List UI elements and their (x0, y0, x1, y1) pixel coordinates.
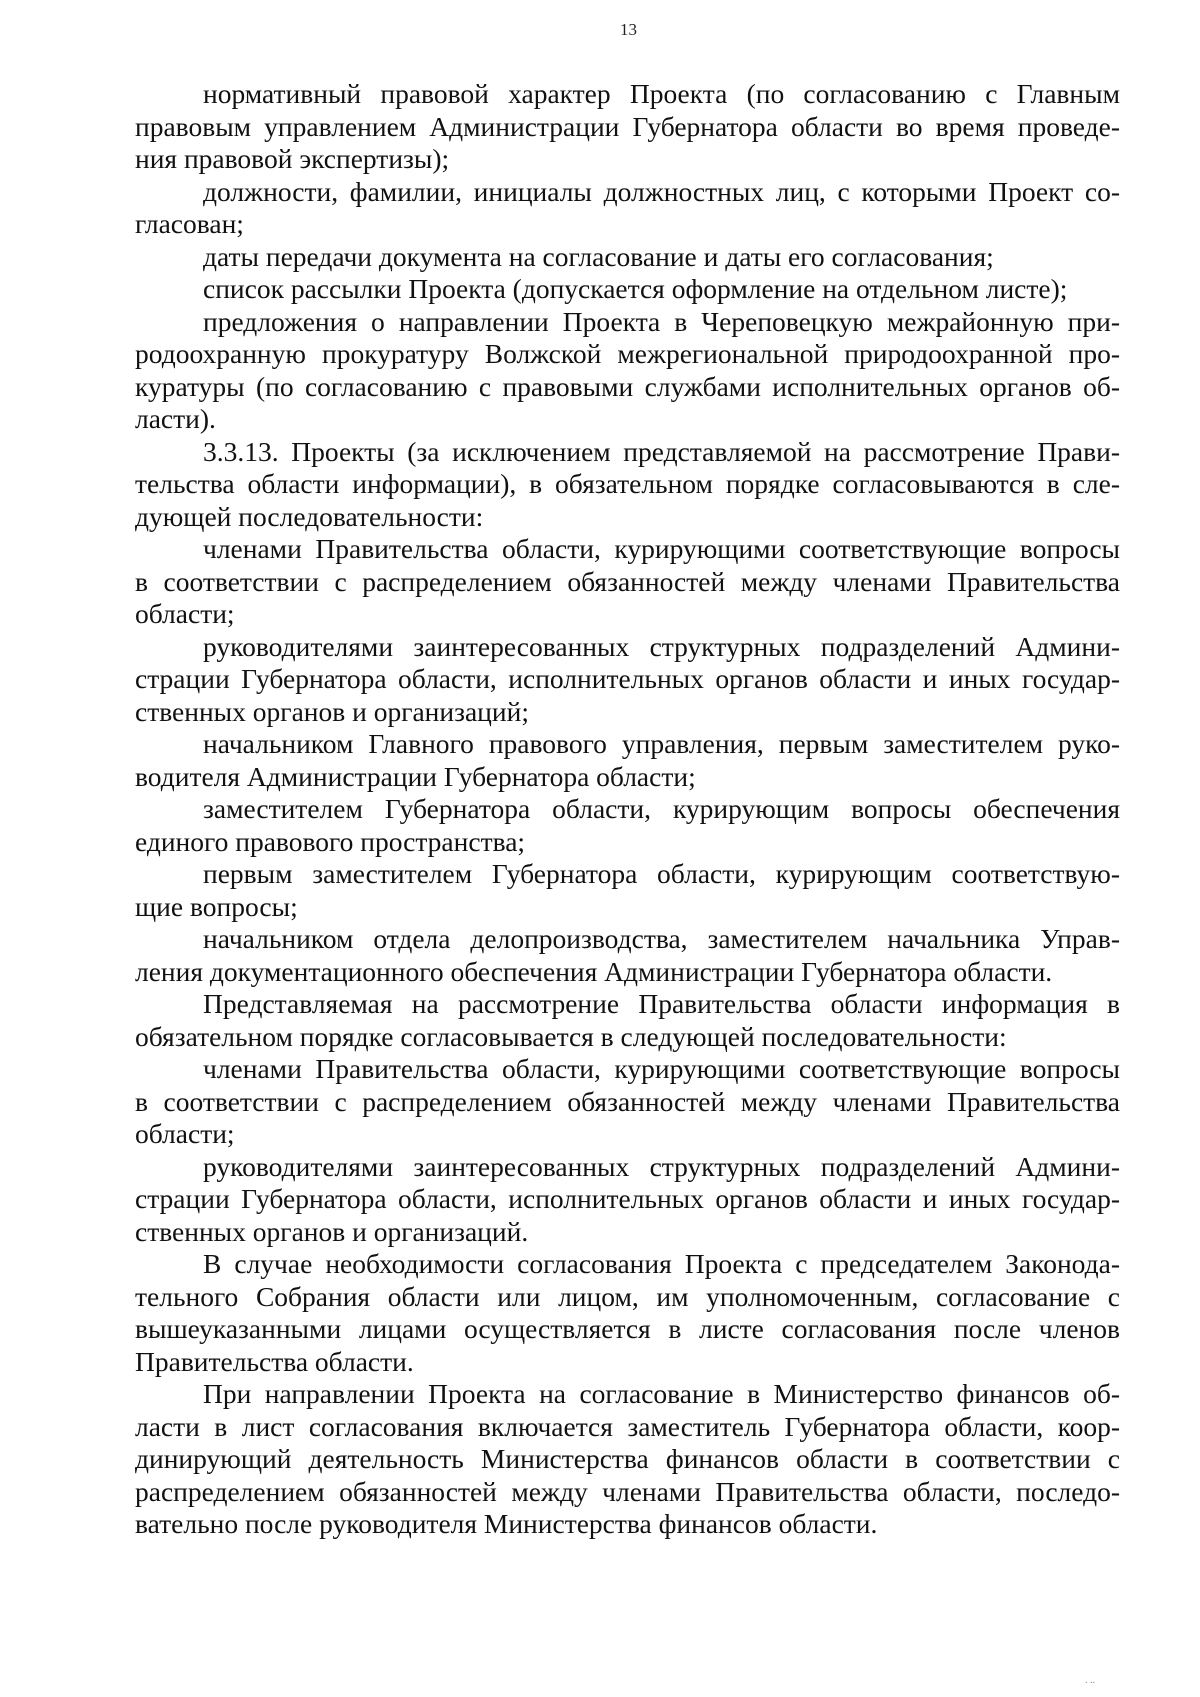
paragraph (135, 1151, 1120, 1249)
text-line: 3.3.13. Проекты (за исключением представляемой на рассмотрение Прави- (203, 435, 1120, 467)
paragraph (135, 631, 1120, 729)
text-line: динирующий деятельность Министерства финансов области в соответствии с (135, 1443, 1120, 1474)
paragraph (135, 436, 1120, 534)
text-line: Представляемая на рассмотрение Правительства области информация в (203, 988, 1120, 1019)
text-line: в соответствии с распределением обязанностей между членами Правительства (135, 1085, 1120, 1117)
paragraph (135, 793, 1120, 858)
paragraph (135, 176, 1120, 241)
paragraph (135, 858, 1120, 923)
text-line: гласован; (135, 208, 244, 239)
paragraph (135, 533, 1120, 631)
text-line: ласти). (135, 403, 216, 434)
text-line: единого правового пространства; (135, 825, 526, 857)
text-line: страции Губернатора области, исполнительных органов области и иных государ- (135, 1183, 1120, 1214)
text-line: родоохранную прокуратуру Волжской межрегиональной природоохранной про- (135, 338, 1120, 369)
paragraph (135, 241, 1120, 274)
paragraph (135, 1378, 1120, 1541)
text-line: начальником отдела делопроизводства, заместителем начальника Управ- (203, 923, 1120, 954)
text-line: даты передачи документа на согласование и даты его согласования; (203, 240, 994, 272)
text-line: ния правовой экспертизы); (135, 143, 450, 174)
text-line: членами Правительства области, курирующими соответствующие вопросы (203, 533, 1120, 564)
text-line: тельства области информации), в обязательном порядке согласовываются в сле- (135, 468, 1120, 499)
text-line: ственных органов и организаций. (135, 1215, 529, 1247)
text-line: нормативный правовой характер Проекта (по согласованию с Главным (203, 78, 1120, 109)
text-line: ласти в лист согласования включается заместитель Губернатора области, коор- (135, 1410, 1120, 1442)
text-line: заместителем Губернатора области, курирующим вопросы обеспечения (203, 793, 1120, 824)
paragraph (135, 306, 1120, 436)
scan-artifact: . .. (1085, 1675, 1095, 1686)
text-line: страции Губернатора области, исполнительных органов области и иных государ- (135, 663, 1120, 694)
text-line: членами Правительства области, курирующими соответствующие вопросы (203, 1053, 1120, 1084)
paragraph (135, 988, 1120, 1053)
text-line: ственных органов и организаций; (135, 695, 529, 727)
text-line: Правительства области. (135, 1345, 414, 1377)
page-number: 13 (620, 20, 637, 39)
paragraph (135, 1248, 1120, 1378)
text-line: области; (135, 1118, 235, 1149)
document-body (135, 78, 1120, 1541)
text-line: обязательном порядке согласовывается в следующей последовательности: (135, 1020, 1007, 1052)
text-line: первым заместителем Губернатора области, курирующим соответствую- (203, 858, 1120, 889)
text-line: предложения о направлении Проекта в Череповецкую межрайонную при- (203, 305, 1120, 337)
text-line: список рассылки Проекта (допускается оформление на отдельном листе); (203, 273, 1068, 304)
text-line: распределением обязанностей между членами Правительства области, последо- (135, 1475, 1120, 1507)
text-line: тельного Собрания области или лицом, им уполномоченным, согласование с (135, 1280, 1120, 1312)
text-line: начальником Главного правового управления, первым заместителем руко- (203, 728, 1120, 759)
paragraph (135, 78, 1120, 176)
text-line: правовым управлением Администрации Губернатора области во время проведе- (135, 110, 1120, 142)
text-line: дующей последовательности: (135, 500, 484, 532)
text-line: В случае необходимости согласования Проекта с председателем Законода- (203, 1248, 1120, 1279)
text-line: При направлении Проекта на согласование в Министерство финансов об- (203, 1378, 1120, 1409)
text-line: области; (135, 598, 235, 629)
text-line: водителя Администрации Губернатора области; (135, 760, 696, 792)
text-line: вышеуказанными лицами осуществляется в листе согласования после членов (135, 1313, 1120, 1344)
paragraph (135, 273, 1120, 306)
text-line: щие вопросы; (135, 890, 298, 922)
text-line: в соответствии с распределением обязанностей между членами Правительства (135, 565, 1120, 597)
text-line: руководителями заинтересованных структурных подразделений Админи- (203, 1150, 1120, 1182)
text-line: должности, фамилии, инициалы должностных лиц, с которыми Проект со- (203, 175, 1120, 207)
paragraph (135, 1053, 1120, 1151)
text-line: руководителями заинтересованных структурных подразделений Админи- (203, 630, 1120, 662)
paragraph (135, 728, 1120, 793)
text-line: вательно после руководителя Министерства финансов области. (135, 1508, 878, 1539)
paragraph (135, 923, 1120, 988)
text-line: куратуры (по согласованию с правовыми службами исполнительных органов об- (135, 370, 1120, 402)
text-line: ления документационного обеспечения Администрации Губернатора области. (135, 955, 1053, 987)
